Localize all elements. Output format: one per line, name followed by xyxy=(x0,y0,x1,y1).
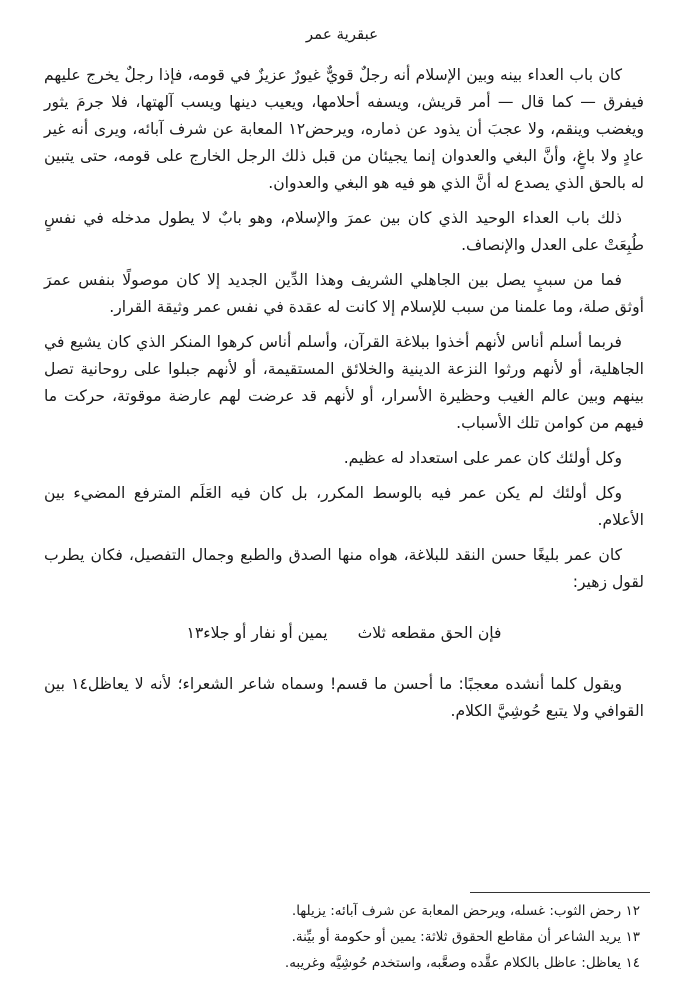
footnote-14: ١٤ يعاظل: عاظل بالكلام عقَّده وصعَّبه، واستخدم حُوشِيَّه وغريبه. xyxy=(284,955,640,971)
footnote-divider xyxy=(470,892,650,893)
paragraph-6: وكل أولئك لم يكن عمر فيه بالوسط المكرر، بل كان فيه العَلَم المترفع المضيء بين الأعلام. xyxy=(44,484,644,529)
verse-first-hemistich: فإن الحق مقطعه ثلاث xyxy=(357,624,502,642)
paragraph-1: كان باب العداء بينه وبين الإسلام أنه رجلٌ قويٌّ غيورٌ عزيزٌ في قومه، فإذا رجلٌ يخرج عليهم فيفرق — كما قال — أمر قريش، ويسفه أحلامها، ويعيب دينها ويسب آلهتها، فلا جرمَ يثور ويغضب وينقم، ولا عجبَ أن يذود عن ذماره، ويرحض١٢ المعابة عن شرف آبائه، ويرى أنه غير عادٍ ولا باغٍ، وأنَّ البغي والعدوان إنما يجيئان من قبل ذلك الرجل الخارج على قومه، حتى يتبين له بالحق الذي يصدع له أنَّ الذي هو فيه هو البغي والعدوان. xyxy=(44,66,644,192)
paragraph-4: فربما أسلم أناس لأنهم أخذوا ببلاغة القرآن، وأسلم أناس كرهوا المنكر الذي كان يشيع في الجاهلية، أو لأنهم ورثوا النزعة الدينية والخلائق المستقيمة، أو لأنهم جبلوا على روحانية تصل بينهم وبين عالم الغيب وحظيرة الأسرار، أو لأنهم قد عرضت لهم عارضة موقوتة، حركت ما فيهم من كوامن تلك الأسباب. xyxy=(44,333,644,432)
verse-second-hemistich: يمين أو نفار أو جلاء١٣ xyxy=(186,624,328,642)
body-text xyxy=(44,62,644,733)
paragraph-7: كان عمر بليغًا حسن النقد للبلاغة، هواه منها الصدق والطبع وجمال التفصيل، فكان يطرب لقول زهير: xyxy=(44,546,644,591)
paragraph-3: فما من سببٍ يصل بين الجاهلي الشريف وهذا الدِّين الجديد إلا كان موصولًا بنفس عمرَ أوثق صلة، وما علمنا من سبب للإسلام إلا كانت له عقدة في نفس عمر وثيقة القرار. xyxy=(44,271,644,316)
poem-verse xyxy=(44,620,644,647)
paragraph-5: وكل أولئك كان عمر على استعداد له عظيم. xyxy=(343,449,622,467)
footnotes xyxy=(44,898,640,976)
footnote-13: ١٣ يريد الشاعر أن مقاطع الحقوق ثلاثة: يمين أو حكومة أو بيِّنة. xyxy=(291,929,640,945)
footnote-12: ١٢ رحض الثوب: غسله، ويرحض المعابة عن شرف آبائه: يزيلها. xyxy=(291,903,640,919)
closing-paragraph: ويقول كلما أنشده معجبًا: ما أحسن ما قسم! وسماه شاعر الشعراء؛ لأنه لا يعاظل١٤ بين القوافي ولا يتبع حُوشِيَّ الكلام. xyxy=(44,675,644,720)
paragraph-2: ذلك باب العداء الوحيد الذي كان بين عمرَ والإسلام، وهو بابٌ لا يطول مدخله في نفسٍ طُبِعَتْ على العدل والإنصاف. xyxy=(44,209,644,254)
running-head: عبقرية عمر xyxy=(305,25,379,43)
